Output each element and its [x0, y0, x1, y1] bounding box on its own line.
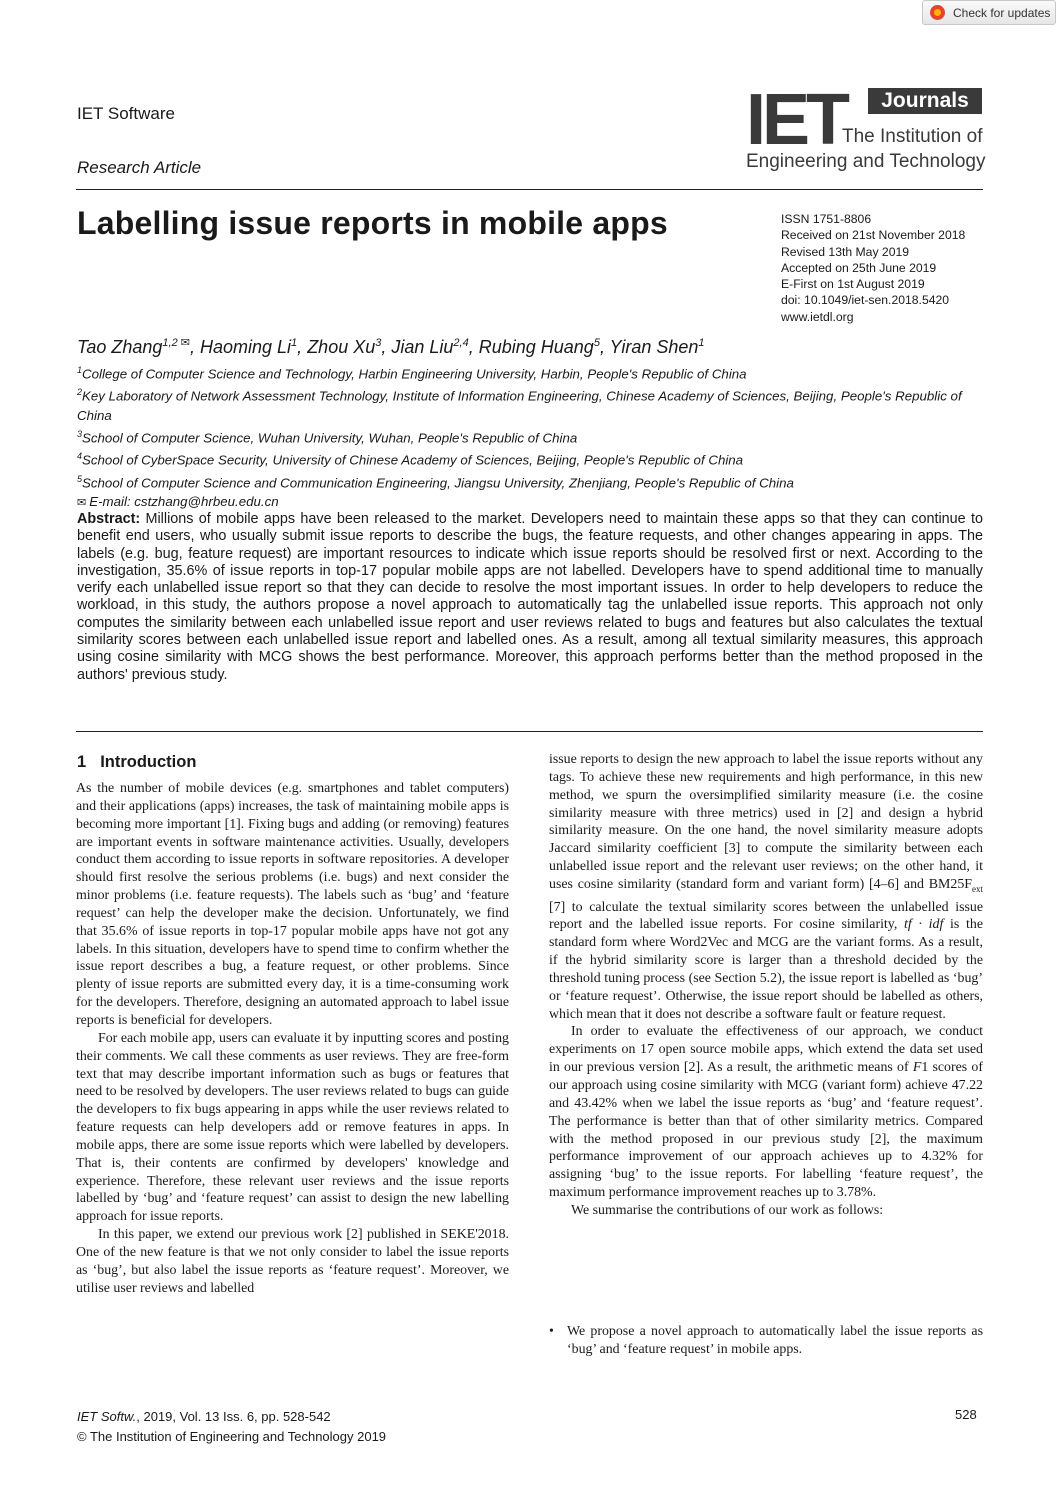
author-name: Jian Liu: [391, 337, 454, 357]
abstract-label: Abstract:: [77, 511, 141, 527]
doi[interactable]: doi: 10.1049/iet-sen.2018.5420: [781, 293, 950, 308]
affiliation: [77, 470, 987, 492]
bullet-icon: •: [549, 1324, 554, 1339]
author-list: Tao Zhang$^{1,2 ✉}$, Haoming Li$^1$, Zhou Xu$^3$, Jian Liu$^{2,4}$, Rubing Huang$^5$, Yiran Shen$^1$: [77, 337, 705, 357]
author-affil-sup: 1: [291, 337, 298, 349]
affiliation: [77, 425, 987, 447]
copyright: © The Institution of Engineering and Technology 2019: [77, 1429, 387, 1444]
affiliation-text: School of CyberSpace Security, University of Chinese Academy of Sciences, Beijing, People's Republic of China: [82, 452, 744, 468]
abstract: [77, 511, 983, 684]
author-affil-sup: 1,2 ✉: [162, 337, 190, 349]
iet-logo-mark: IET: [746, 80, 847, 160]
right-column: [549, 751, 983, 1220]
list-item-text: We propose a novel approach to automatically label the issue reports as ‘bug’ and ‘feature request’ in mobile apps.: [567, 1324, 983, 1357]
affiliation-text: Key Laboratory of Network Assessment Technology, Institute of Information Engineering, Chinese Academy of Sciences, Beijing, People's Republic of China: [77, 388, 962, 423]
author-name: Yiran Shen: [609, 337, 699, 357]
affiliation-number: 2: [77, 387, 83, 398]
author-affil-sup: 3: [375, 337, 382, 349]
section-heading: [77, 753, 196, 772]
section-number: 1: [77, 753, 87, 771]
revised-date: Revised 13th May 2019: [781, 244, 910, 259]
text-run: In order to evaluate the effectiveness of our approach, we conduct experiments on 17 open source mobile apps, which extend the data set used in our previous version [2]. As a result, the arithmetic means of: [549, 1024, 983, 1076]
author-affil-sup: 2,4: [453, 337, 469, 349]
affiliation-text: College of Computer Science and Technology, Harbin Engineering University, Harbin, People's Republic of China: [82, 366, 747, 382]
paragraph: [549, 751, 983, 1023]
journal-abbr: IET Softw.: [77, 1409, 137, 1424]
text-run: 1 scores of our approach using cosine similarity with MCG (variant form) achieve 47.22 and 43.42% when we label the issue reports as ‘bug’ and ‘feature request’. The performance is better than that of other similarity metrics. Compared with the method proposed in our previous study [2], the maximum performance improvement of our approach achieves up to 4.32% for assigning ‘bug’ to the issue reports. For labelling ‘feature request’, the maximum performance improvement reaches up to 3.78%.: [549, 1060, 983, 1201]
left-column: [76, 780, 509, 1297]
affiliation-text: School of Computer Science, Wuhan University, Wuhan, People's Republic of China: [82, 430, 578, 446]
received-date: Received on 21st November 2018: [781, 228, 966, 243]
issn: ISSN 1751-8806: [781, 212, 872, 226]
article-type: Research Article: [77, 158, 202, 177]
author-affil-sup: 5: [593, 337, 600, 349]
author-name: Haoming Li: [200, 337, 292, 357]
author-name: Tao Zhang: [77, 337, 163, 357]
footer-citation: [77, 1407, 386, 1447]
citation-details: , 2019, Vol. 13 Iss. 6, pp. 528-542: [136, 1409, 331, 1424]
affiliations: [77, 361, 987, 513]
affiliation: [77, 361, 987, 383]
abstract-divider: [76, 731, 983, 732]
paragraph: We summarise the contributions of our work as follows:: [571, 1202, 884, 1218]
paragraph: In this paper, we extend our previous work [2] published in SEKE'2018. One of the new feature is that we not only consider to label the issue reports as ‘bug’, but also label the issue reports as ‘feature request’. Moreover, we utilise user reviews and labelled: [76, 1227, 509, 1296]
paragraph: [549, 1023, 983, 1201]
website-link[interactable]: www.ietdl.org: [781, 309, 854, 324]
affiliation-text: School of Computer Science and Communication Engineering, Jiangsu University, Zhenjiang, People's Republic of China: [82, 475, 794, 491]
logo-institution-line2: Engineering and Technology: [746, 151, 986, 172]
author-name: Rubing Huang: [478, 337, 594, 357]
accepted-date: Accepted on 25th June 2019: [781, 260, 937, 275]
author-name: Zhou Xu: [307, 337, 376, 357]
envelope-icon: ✉: [77, 497, 87, 510]
abstract-text: Millions of mobile apps have been released to the market. Developers need to maintain these apps so that they can continue to benefit end users, who usually submit issue reports to describe the bugs, the feature requests, and other changes appearing in apps. The labels (e.g. bug, feature request) are important resources to indicate which issue reports should be resolved first or next. According to the investigation, 35.6% of issue reports in top-17 popular mobile apps are not labelled. Developers have to spend additional time to manually verify each unlabelled issue report so that they can decide to resolve the most important issues. In order to help developers to reduce the workload, in this study, the authors propose a novel approach to automatically tag the unlabelled issue reports. This approach not only computes the similarity between each unlabelled issue report and user reviews related to bugs and features but also calculates the textual similarity scores between each unlabelled issue report and labelled ones. As a result, among all textual similarity measures, this approach using cosine similarity with MCG shows the best performance. Moreover, this approach performs better than the method proposed in the authors' previous study.: [77, 511, 983, 683]
journal-name: IET Software: [77, 104, 175, 123]
list-item: [549, 1323, 983, 1359]
paragraph: For each mobile app, users can evaluate it by inputting scores and posting their comments. We call these comments as user reviews. They are free-form text that may describe important information such as bugs or features that need to be resolved by developers. The user reviews related to bugs can guide the developers to fix bugs appearing in apps while the user reviews related to feature requests can help developers add or remove features in apps. In mobile apps, there are some issue reports which were labelled by developers. That is, their contents are confirmed by developers' knowledge and experience. Therefore, these relevant user reviews and the issue reports labelled by ‘bug’ and ‘feature request’ can assist to design the new labelling approach for issue reports.: [76, 1030, 509, 1225]
iet-journals-logo: [746, 80, 986, 178]
logo-journals-label: Journals: [868, 88, 982, 114]
header-divider: [76, 189, 983, 190]
affiliation-number: 4: [77, 451, 83, 462]
affiliation: [77, 383, 987, 424]
math-term: F: [912, 1060, 922, 1076]
contribution-list: [549, 1323, 983, 1359]
subscript: ext: [972, 883, 983, 894]
crossmark-icon: [930, 5, 945, 20]
author-affil-sup: 1: [698, 337, 705, 349]
efirst-date: E-First on 1st August 2019: [781, 277, 925, 292]
math-term: tf · idf: [904, 917, 944, 933]
page-number: 528: [955, 1407, 977, 1422]
logo-institution-line1: The Institution of: [842, 126, 983, 147]
text-run: [7] to calculate the textual similarity scores between the unlabelled issue report and the labelled issue reports. For cosine similarity,: [549, 899, 983, 933]
affiliation-number: 5: [77, 473, 83, 484]
section-title: Introduction: [100, 753, 197, 771]
affiliation-number: 3: [77, 428, 83, 439]
article-meta: [781, 211, 965, 325]
paragraph: As the number of mobile devices (e.g. smartphones and tablet computers) and their applications (apps) increases, the task of maintaining mobile apps is becoming more important [1]. Fixing bugs and adding (or removing) features are important events in software maintenance activities. Usually, developers conduct them according to issue reports in software repositories. A developer should first resolve the serious problems (i.e. bugs) and next consider the minor problems (i.e. feature requests). The labels such as ‘bug’ and ‘feature request’ can help the developer make the decision. Unfortunately, we find that 35.6% of issue reports in top-17 popular mobile apps have not got any labels. In this situation, developers have to spend time to confirm whether the issue report describes a bug, a feature request, or other problems. Since plenty of issue reports are submitted every day, it is a time-consuming work for the developers. Therefore, designing an automated approach to label issue reports is beneficial for developers.: [76, 781, 509, 1028]
email-address[interactable]: E-mail: cstzhang@hrbeu.edu.cn: [89, 494, 279, 510]
text-run: is the standard form where Word2Vec and MCG are the variant forms. As a result, if the hybrid similarity score is larger than a threshold decided by the threshold tuning process (see Section 5.2), the issue report is labelled as ‘bug’ or ‘feature request’. Otherwise, the issue report should be labelled as others, which mean that it does not describe a software fault or feature request.: [549, 917, 983, 1022]
check-for-updates-button[interactable]: [922, 0, 1056, 25]
article-title: Labelling issue reports in mobile apps: [77, 205, 668, 241]
email-line: [77, 492, 987, 513]
check-for-updates-label: Check for updates: [953, 5, 1051, 20]
affiliation: [77, 447, 987, 469]
affiliation-number: 1: [77, 365, 83, 375]
text-run: issue reports to design the new approach to label the issue reports without any tags. To achieve these new requirements and high performance, in this new method, we spurn the oversimplified similarity measure (i.e. the cosine similarity measure with three metrics) used in [2] and design a hybrid similarity measure. On the one hand, the novel similarity measure adopts Jaccard similarity coefficient [3] to compute the similarity between each unlabelled issue report and the relevant user reviews; on the other hand, it uses cosine similarity (standard form and variant form) [4–6] and BM25F: [549, 752, 983, 892]
